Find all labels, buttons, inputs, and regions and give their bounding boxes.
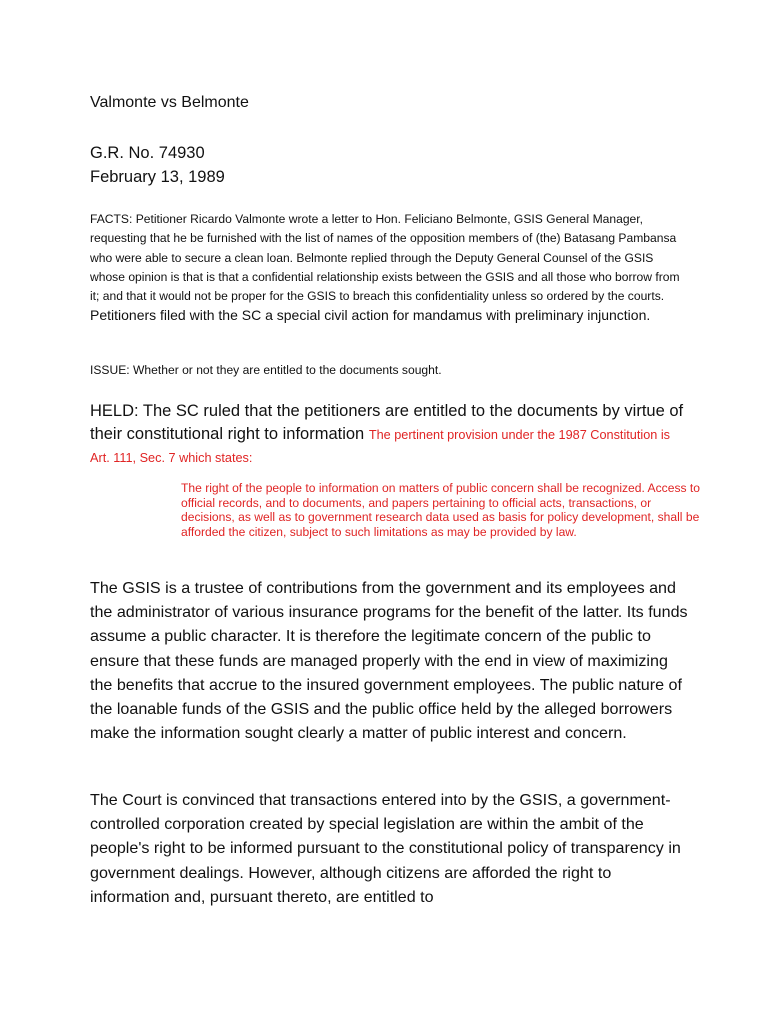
facts-tail-text: Petitioners filed with the SC a special civil action for mandamus with preliminary injunction. — [90, 307, 651, 324]
issue-paragraph: ISSUE: Whether or not they are entitled to the documents sought. — [90, 363, 442, 377]
facts-paragraph — [90, 210, 680, 327]
held-paragraph — [90, 400, 690, 469]
held-provision-note: The pertinent provision under the 1987 Constitution is Art. 111, Sec. 7 which states: — [90, 428, 670, 465]
held-text: HELD: The SC ruled that the petitioners are entitled to the documents by virtue of their constitutional right to information — [90, 402, 684, 443]
case-title: Valmonte vs Belmonte — [90, 94, 249, 111]
gr-number: G.R. No. 74930 — [90, 144, 205, 162]
facts-text: FACTS: Petitioner Ricardo Valmonte wrote a letter to Hon. Feliciano Belmonte, GSIS General Manager, requesting that he be furnished with the list of names of the opposition members of (the) Batasang Pambansa who were able to secure a clean loan. Belmonte replied through the Deputy General Counsel of the GSIS whose opinion is that is that a confidential relationship exists between the GSIS and all those who borrow from it; and that it would not be proper for the GSIS to breach this confidentiality unless so ordered by the courts. — [90, 212, 680, 304]
constitution-quote: The right of the people to information on matters of public concern shall be recognized. Access to official records, and to documents, and papers pertaining to official acts, transactions, or decisions, as well as to government research data used as basis for policy development, shall be afforded the citizen, subject to such limitations as may be provided by law. — [181, 481, 700, 539]
body-paragraph-1: The GSIS is a trustee of contributions from the government and its employees and the administrator of various insurance programs for the benefit of the latter. Its funds assume a public character. It is therefore the legitimate concern of the public to ensure that these funds are managed properly with the end in view of maximizing the benefits that accrue to the insured government employees. The public nature of the loanable funds of the GSIS and the public office held by the alleged borrowers make the information sought clearly a matter of public interest and concern. — [90, 579, 688, 743]
body-paragraph-2: The Court is convinced that transactions entered into by the GSIS, a government-controlled corporation created by special legislation are within the ambit of the people's right to be informed pursuant to the constitutional policy of transparency in government dealings. However, although citizens are afforded the right to information and, pursuant thereto, are entitled to — [90, 791, 681, 906]
decision-date: February 13, 1989 — [90, 168, 225, 186]
